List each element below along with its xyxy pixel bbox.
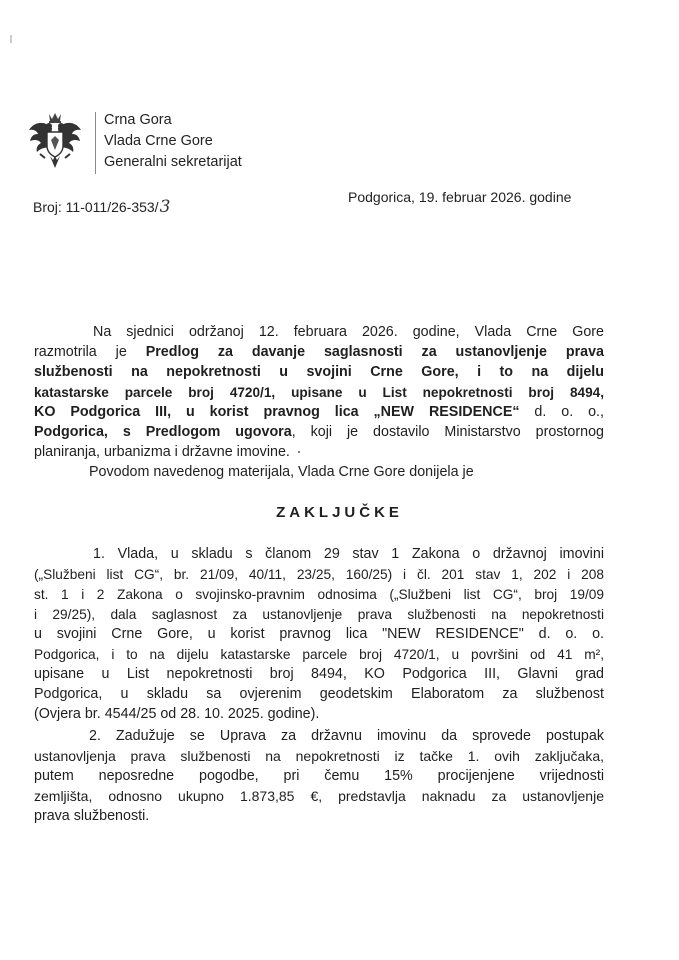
c1-line-7: upisane u List nepokretnosti broj 8494, KO Podgorica III, Glavni grad: [34, 666, 604, 682]
intro-line-2: [34, 343, 604, 362]
org-office: Generalni sekretarijat: [104, 154, 242, 170]
intro-line-6: [34, 423, 604, 442]
intro-line-2-plain: razmotrila je: [34, 344, 146, 360]
c1-line-6: Podgorica, i to na dijelu katastarske parcele broj 4720/1, u površini od 41 m²,: [34, 647, 604, 662]
c2-line-3: putem neposredne pogodbe, pri čemu 15% procijenjene vrijednosti: [34, 768, 604, 784]
intro-line-5-plain: d. o. o.,: [519, 404, 604, 420]
org-government: Vlada Crne Gore: [104, 133, 213, 149]
intro-line-7: planiranja, urbanizma i državne imovine.: [34, 444, 290, 460]
c2-line-1: 2. Zadužuje se Uprava za državnu imovinu da sprovede postupak: [89, 728, 604, 744]
intro-line-2-bold: Predlog za davanje saglasnosti za ustanovljenje prava: [145, 344, 604, 360]
c1-line-4: i 29/25), dala saglasnost za ustanovljenje prava službenosti na nepokretnosti: [34, 607, 604, 622]
c2-line-5: prava službenosti.: [34, 808, 150, 824]
intro-line-5: [34, 403, 604, 422]
document-number: [33, 197, 170, 217]
coat-of-arms-icon: [26, 110, 84, 172]
intro-line-4: katastarske parcele broj 4720/1, upisane u List nepokretnosti broj 8494,: [34, 385, 604, 400]
scan-artifact: [10, 35, 12, 43]
intro-line-1: Na sjednici održanoj 12. februara 2026. godine, Vlada Crne Gore: [93, 324, 604, 340]
intro-line-5-bold: KO Podgorica III, u korist pravnog lica „NEW RESIDENCE“: [34, 404, 520, 420]
intro-line-6-bold: Podgorica, s Predlogom ugovora: [34, 424, 292, 440]
c2-line-2: ustanovljenja prava službenosti na nepokretnosti iz tačke 1. ovih zaključaka,: [34, 748, 604, 764]
handwritten-number: 3: [159, 197, 171, 217]
c1-line-9: (Ovjera br. 4544/25 od 28. 10. 2025. godine).: [34, 706, 320, 722]
intro-line-6-plain: , koji je dostavilo Ministarstvo prostornog: [291, 424, 604, 440]
header-divider: [95, 112, 96, 174]
document-date: Podgorica, 19. februar 2026. godine: [348, 189, 572, 205]
c1-line-5: u svojini Crne Gore, u korist pravnog lica "NEW RESIDENCE" d. o. o.: [34, 626, 604, 642]
c1-line-3: st. 1 i 2 Zakona o svojinsko-pravnim odnosima („Službeni list CG“, broj 19/09: [34, 587, 604, 602]
document-number-label: Broj: 11-011/26-353/: [33, 199, 159, 215]
org-country: Crna Gora: [104, 112, 172, 128]
c2-line-4: zemljišta, odnosno ukupno 1.873,85 €, predstavlja naknadu za ustanovljenje: [34, 788, 604, 804]
intro-line-8: Povodom navedenog materijala, Vlada Crne Gore donijela je: [89, 464, 474, 480]
intro-line-3: službenosti na nepokretnosti u svojini Crne Gore, i to na dijelu: [34, 364, 604, 380]
section-heading: ZAKLJUČKE: [276, 504, 403, 521]
c1-line-8: Podgorica, u skladu sa ovjerenim geodetskim Elaboratom za službenost: [34, 686, 604, 702]
speck: [298, 451, 300, 453]
c1-line-2: („Službeni list CG“, br. 21/09, 40/11, 23/25, 160/25) i čl. 201 stav 1, 202 i 208: [34, 567, 604, 582]
c1-line-1: 1. Vlada, u skladu s članom 29 stav 1 Zakona o državnoj imovini: [93, 546, 604, 562]
